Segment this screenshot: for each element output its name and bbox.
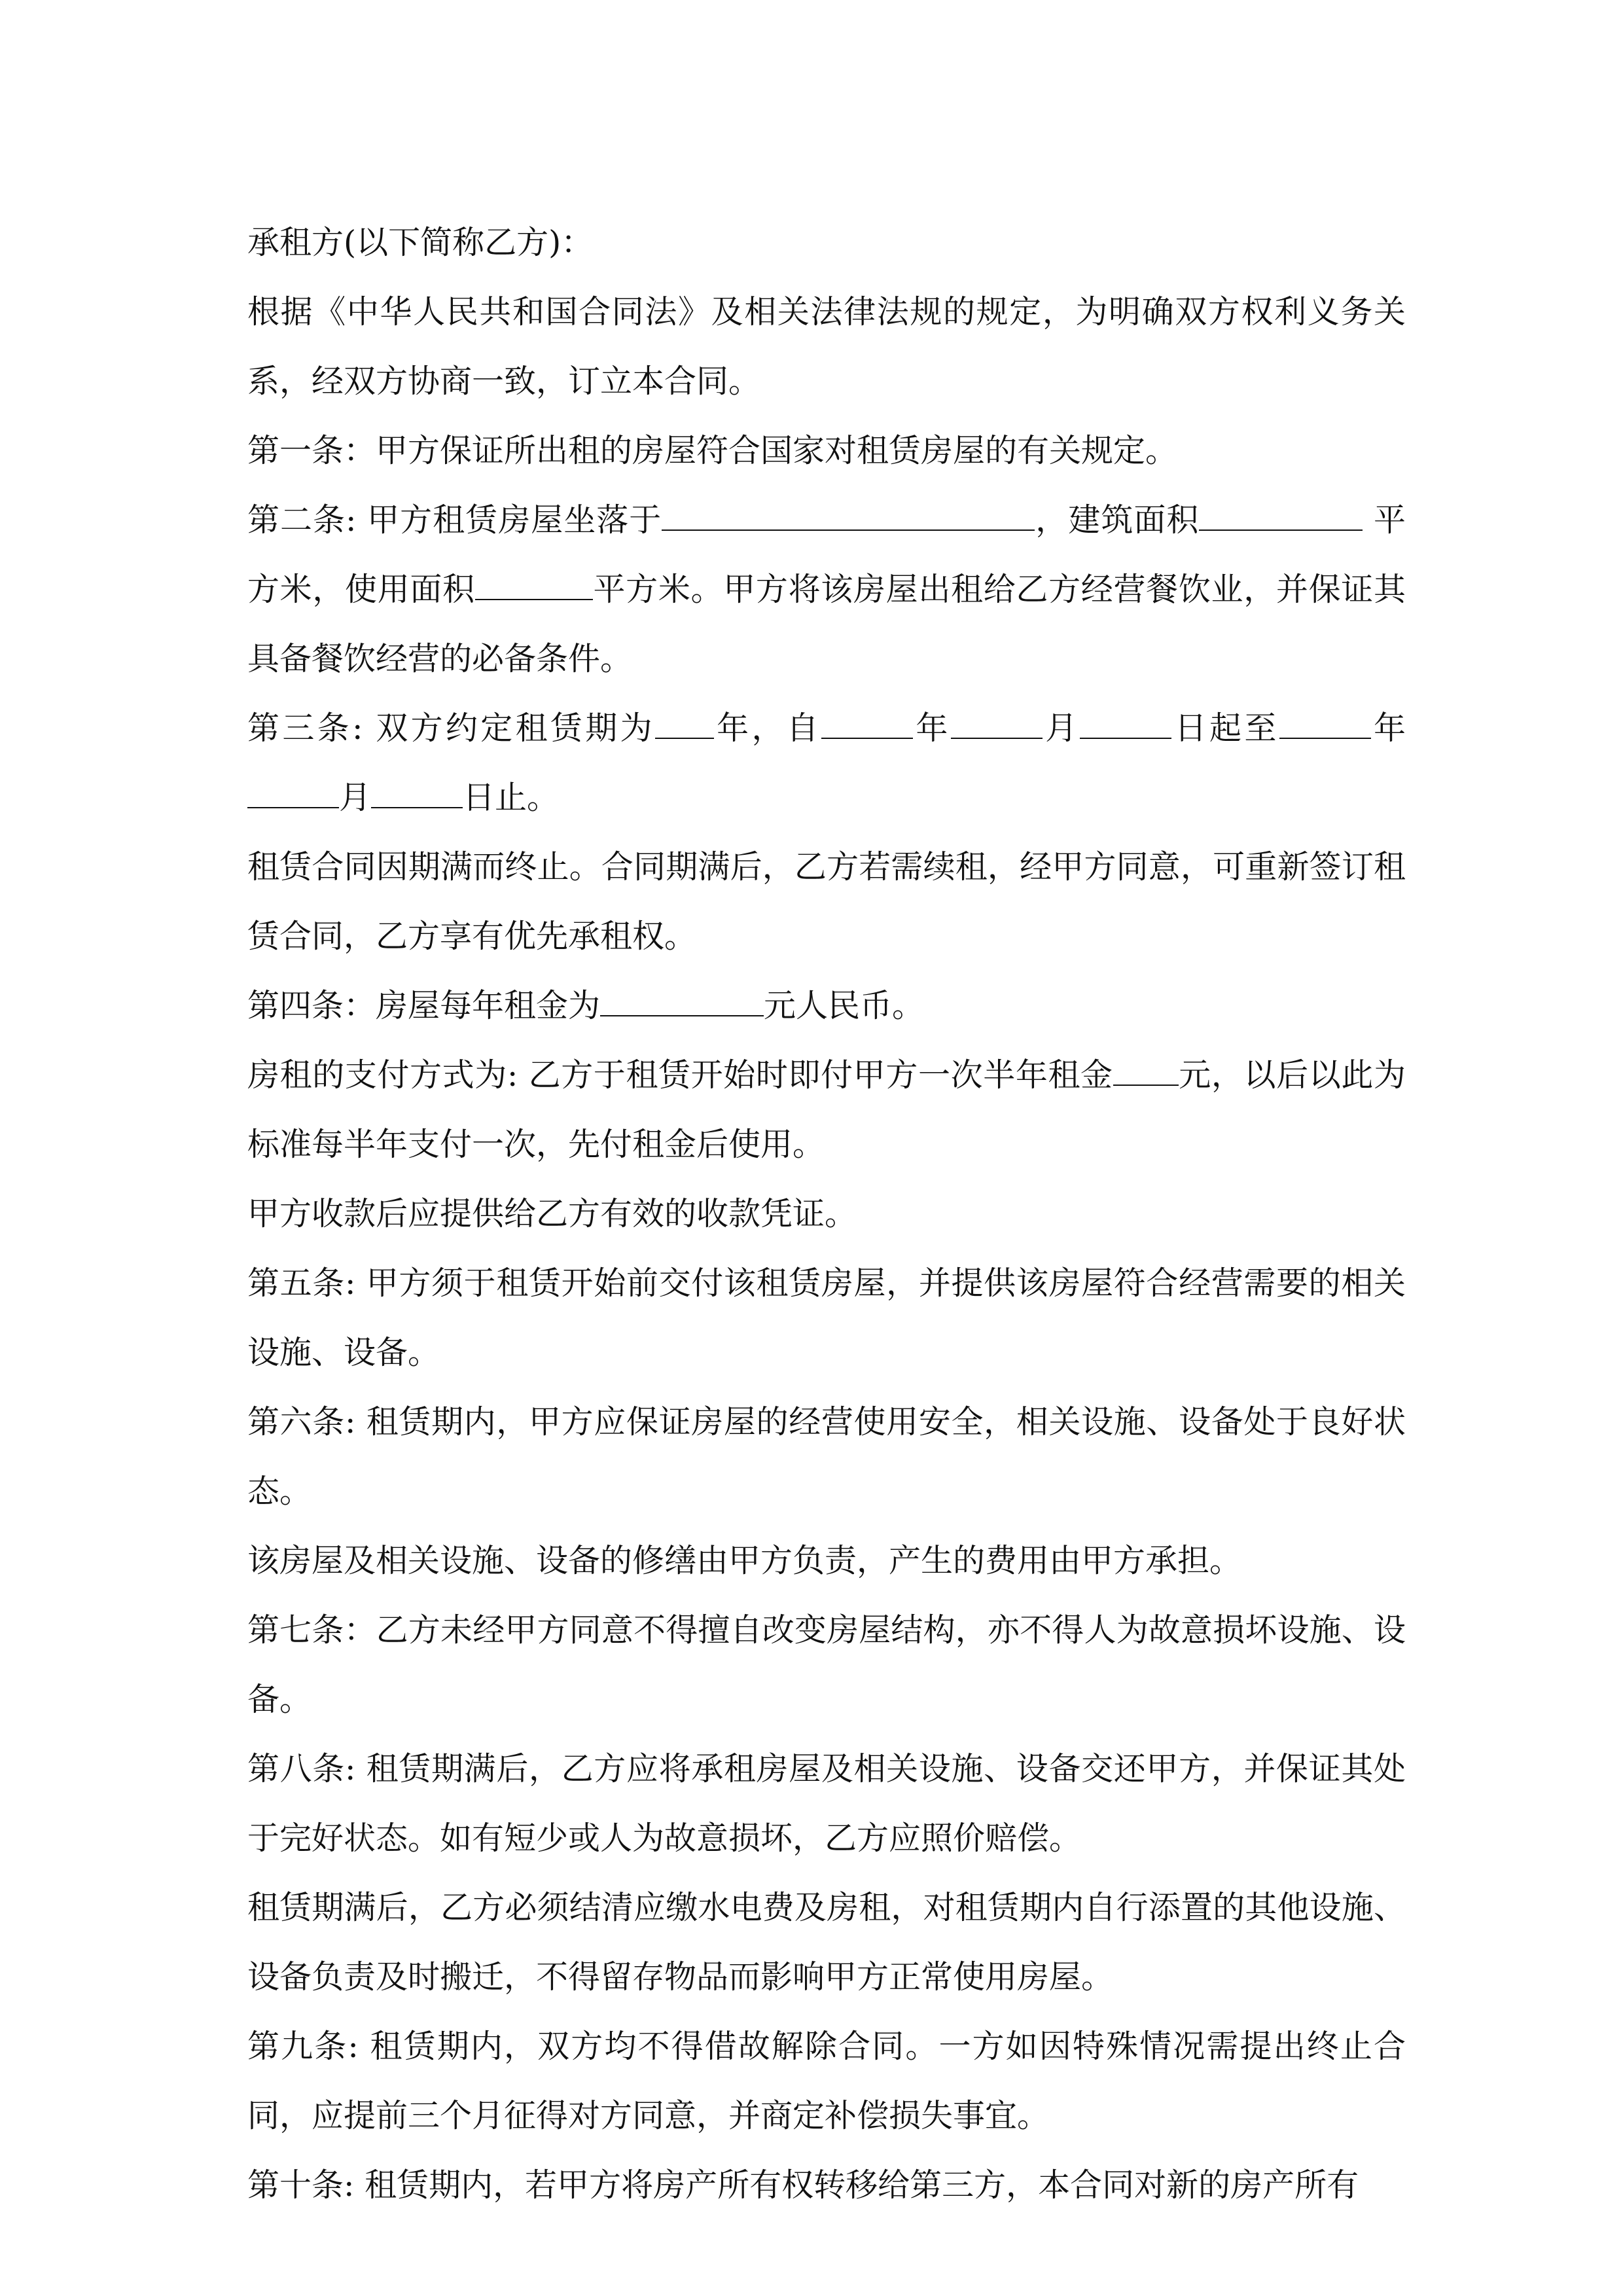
half-year-rent-blank[interactable] xyxy=(1113,1058,1179,1086)
start-month-blank[interactable] xyxy=(951,711,1043,739)
article-7: 第七条：乙方未经甲方同意不得擅自改变房屋结构，亦不得人为故意损坏设施、设备。 xyxy=(247,1611,1406,1718)
payment-method-paragraph: 房租的支付方式为: 乙方于租赁开始时即付甲方一次半年租金 元，以后以此为标准每半年支付一次，先付租金后使用。 xyxy=(247,1056,1406,1163)
article-6: 第六条: 租赁期内，甲方应保证房屋的经营使用安全，相关设施、设备处于良好状态。 xyxy=(247,1403,1406,1510)
location-blank[interactable] xyxy=(662,503,1035,531)
end-year-blank[interactable] xyxy=(1279,711,1371,739)
start-year-blank[interactable] xyxy=(821,711,913,739)
article-1: 第一条：甲方保证所出租的房屋符合国家对租赁房屋的有关规定。 xyxy=(247,432,1178,469)
contract-body xyxy=(247,208,1406,2220)
article-5: 第五条: 甲方须于租赁开始前交付该租赁房屋，并提供该房屋符合经营需要的相关设施、设备。 xyxy=(247,1265,1406,1371)
article-9: 第九条: 租赁期内，双方均不得借故解除合同。一方如因特殊情况需提出终止合同，应提前三个月征得对方同意，并商定补偿损失事宜。 xyxy=(247,2028,1406,2134)
article-3: 第三条: 双方约定租赁期为 年，自 年 月 日起至 年月 日止。 xyxy=(247,709,1406,816)
lessee-line: 承租方(以下简称乙方)： xyxy=(247,224,594,261)
end-month-blank[interactable] xyxy=(247,781,339,808)
lease-years-blank[interactable] xyxy=(655,711,714,739)
repair-paragraph: 该房屋及相关设施、设备的修缮由甲方负责，产生的费用由甲方承担。 xyxy=(247,1542,1242,1579)
end-day-blank[interactable] xyxy=(371,781,463,808)
building-area-blank[interactable] xyxy=(1199,503,1363,531)
renewal-paragraph: 租赁合同因期满而终止。合同期满后，乙方若需续租，经甲方同意，可重新签订租赁合同，乙方享有优先承租权。 xyxy=(247,848,1406,955)
start-day-blank[interactable] xyxy=(1080,711,1171,739)
article-2: 第二条: 甲方租赁房屋坐落于 ，建筑面积 平方米，使用面积 平方米。甲方将该房屋出租给乙方经营餐饮业，并保证其具备餐饮经营的必备条件。 xyxy=(247,501,1406,677)
usable-area-blank[interactable] xyxy=(475,573,593,600)
preamble-paragraph: 根据《中华人民共和国合同法》及相关法律法规的规定，为明确双方权利义务关系，经双方协商一致，订立本合同。 xyxy=(247,293,1406,400)
receipt-paragraph: 甲方收款后应提供给乙方有效的收款凭证。 xyxy=(247,1195,857,1232)
article-8: 第八条: 租赁期满后，乙方应将承租房屋及相关设施、设备交还甲方，并保证其处于完好状态。如有短少或人为故意损坏，乙方应照价赔偿。 xyxy=(247,1750,1406,1857)
article-10: 第十条: 租赁期内，若甲方将房产所有权转移给第三方，本合同对新的房产所有 xyxy=(247,2166,1359,2204)
expiry-settlement-paragraph: 租赁期满后，乙方必须结清应缴水电费及房租，对租赁期内自行添置的其他设施、设备负责及时搬迁，不得留存物品而影响甲方正常使用房屋。 xyxy=(247,1889,1406,1996)
annual-rent-blank[interactable] xyxy=(600,989,764,1016)
article-4: 第四条：房屋每年租金为 元人民币。 xyxy=(247,987,925,1024)
